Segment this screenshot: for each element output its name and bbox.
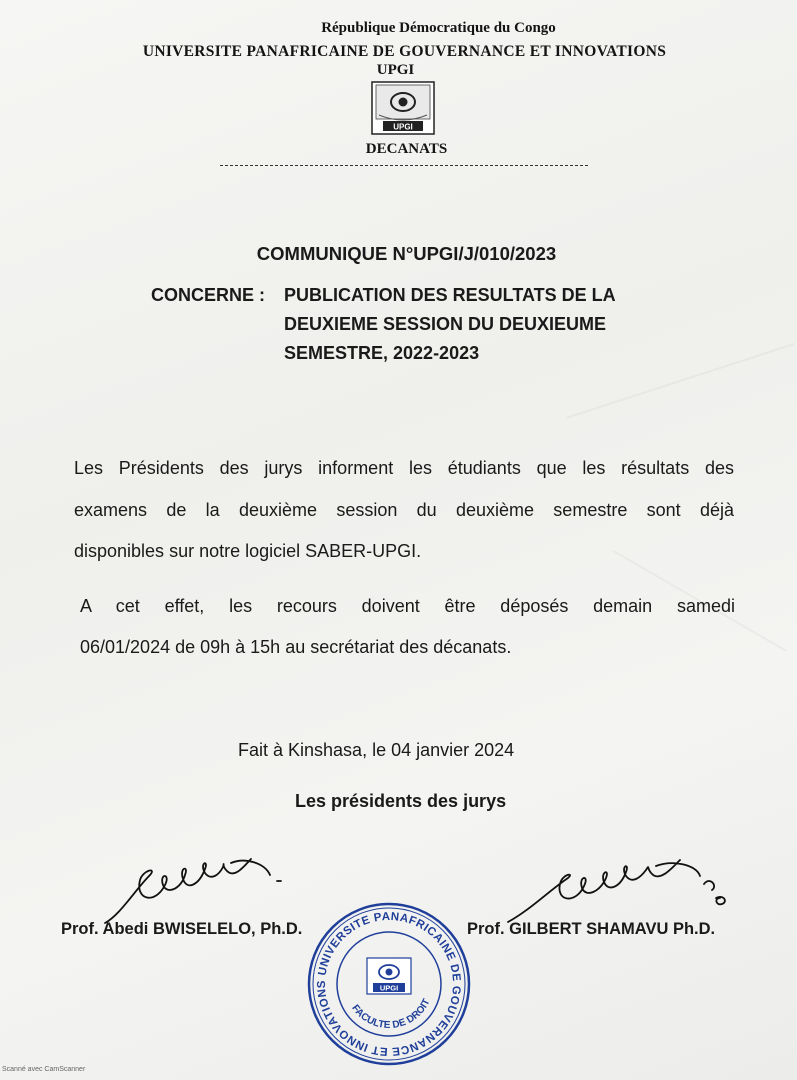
scanner-watermark: Scanné avec CamScanner [2, 1066, 86, 1073]
communique-title: COMMUNIQUE N°UPGI/J/010/2023 [256, 243, 557, 264]
paragraph-line: Les Présidents des jurys informent les étudiants que les résultats des [74, 458, 734, 478]
header-university: UNIVERSITE PANAFRICAINE DE GOUVERNANCE ET INNOVATIONS [142, 43, 667, 60]
official-stamp [305, 900, 473, 1068]
stamp-inner-text: FACULTE DE DROIT [349, 997, 433, 1032]
stamp-center-text: UPGI [379, 983, 399, 993]
signatory-name-right: Prof. GILBERT SHAMAVU Ph.D. [467, 920, 716, 938]
paragraph-line: disponibles sur notre logiciel SABER-UPGI. [74, 541, 422, 561]
logo-text: UPGI [393, 122, 413, 132]
paragraph-line: examens de la deuxième session du deuxième semestre sont déjà [74, 500, 734, 520]
header-abbreviation: UPGI [376, 62, 415, 78]
signatories-title: Les présidents des jurys [295, 791, 507, 811]
university-logo [371, 81, 435, 135]
paragraph-line: A cet effet, les recours doivent être déposés demain samedi [80, 596, 735, 616]
signature-right [500, 850, 740, 930]
header-department: DECANATS [365, 141, 448, 157]
stamp-ring-text: UNIVERSITE PANAFRICAINE DE GOUVERNANCE ET INNOVATIONS [315, 910, 463, 1058]
concerne-line: PUBLICATION DES RESULTATS DE LA [284, 285, 616, 305]
header-country: République Démocratique du Congo [321, 20, 556, 36]
place-date: Fait à Kinshasa, le 04 janvier 2024 [238, 740, 515, 760]
signatory-name-left: Prof. Abedi BWISELELO, Ph.D. [61, 920, 303, 938]
concerne-line: SEMESTRE, 2022-2023 [284, 343, 480, 363]
paragraph-line: 06/01/2024 de 09h à 15h au secrétariat des décanats. [80, 637, 512, 657]
concerne-line: DEUXIEME SESSION DU DEUXIEUME [284, 314, 607, 334]
concerne-label: CONCERNE : [151, 285, 266, 305]
header-divider [220, 165, 588, 166]
paper-crease [566, 343, 795, 419]
